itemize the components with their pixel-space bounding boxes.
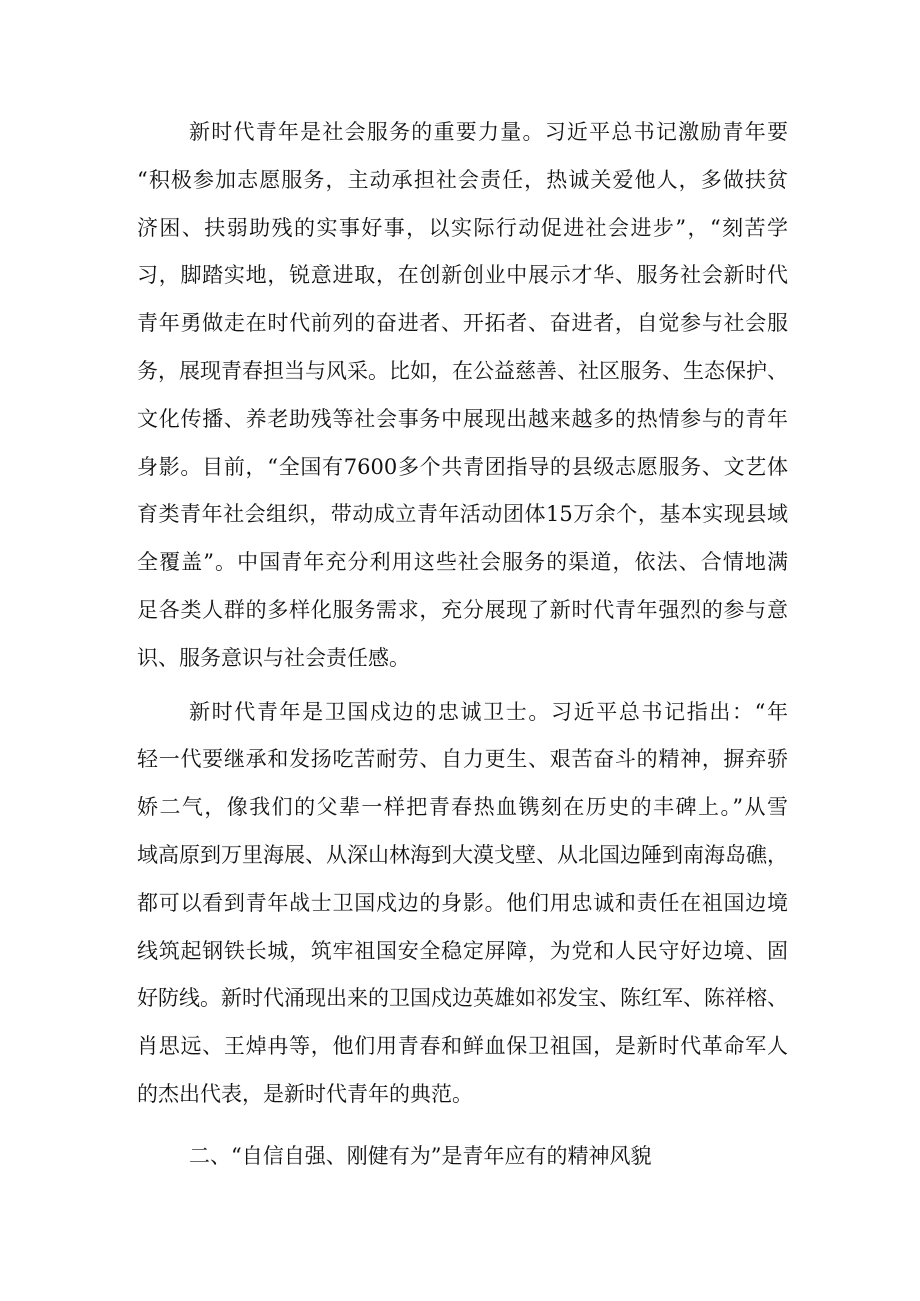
text-line: 识、服务意识与社会责任感。 [137,645,410,670]
paragraph-border-defense [137,689,788,1119]
text-line: 新时代青年是社会服务的重要力量。习近平总书记激励青年要 [189,120,788,144]
text-line: 好防线。新时代涌现出来的卫国戍边英雄如祁发宝、陈红军、陈祥榕、 [137,986,788,1011]
text-line: 济困、扶弱助残的实事好事，以实际行动促进社会进步”，“刻苦学 [137,215,788,240]
text-line: 育类青年社会组织，带动成立青年活动团体15万余个，基本实现县域 [137,502,788,527]
paragraph-social-service [137,109,788,683]
text-line: “积极参加志愿服务，主动承担社会责任，热诚关爱他人，多做扶贫 [137,167,788,192]
document-body [137,109,788,1181]
text-line: 文化传播、养老助残等社会事务中展现出越来越多的热情参与的青年 [137,406,788,431]
text-line: 新时代青年是卫国戍边的忠诚卫士。习近平总书记指出：“年 [189,699,788,724]
text-line: 轻一代要继承和发扬吃苦耐劳、自力更生、艰苦奋斗的精神，摒弃骄 [137,747,788,772]
section-heading: 二、“自信自强、刚健有为”是青年应有的精神风貌 [189,1143,652,1168]
text-line: 娇二气，像我们的父辈一样把青春热血镌刻在历史的丰碑上。”从雪 [137,795,788,820]
text-line: 足各类人群的多样化服务需求，充分展现了新时代青年强烈的参与意 [137,597,788,622]
text-line: 域高原到万里海展、从深山林海到大漠戈壁、从北国边陲到南海岛礁， [137,842,788,867]
heading-spacer [137,1119,788,1133]
text-line: 青年勇做走在时代前列的奋进者、开拓者、奋进者，自觉参与社会服 [137,311,788,336]
text-line: 的杰出代表，是新时代青年的典范。 [137,1081,473,1106]
text-line: 全覆盖”。中国青年充分利用这些社会服务的渠道，依法、合情地满 [137,550,788,575]
text-line: 务，展现青春担当与风采。比如，在公益慈善、社区服务、生态保护、 [137,358,788,383]
text-line: 肖思远、王焯冉等，他们用青春和鲜血保卫祖国，是新时代革命军人 [137,1034,788,1059]
text-line: 习，脚踏实地，锐意进取，在创新创业中展示才华、服务社会新时代 [137,263,788,288]
text-line: 都可以看到青年战士卫国戍边的身影。他们用忠诚和责任在祖国边境 [137,890,788,915]
text-line: 线筑起钢铁长城，筑牢祖国安全稳定屏障，为党和人民守好边境、固 [137,938,788,963]
text-line: 身影。目前，“全国有7600多个共青团指导的县级志愿服务、文艺体 [137,454,788,479]
